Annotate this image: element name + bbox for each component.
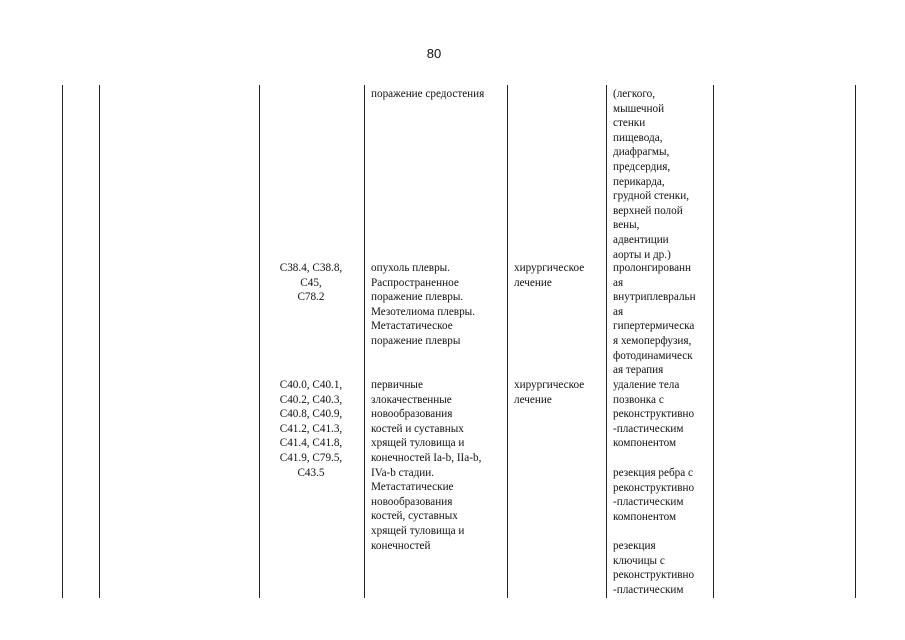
column-divider [364,85,365,598]
diagnosis-cell: поражение средостения [371,88,485,100]
method-cell: (легкого, мышечной стенки пищевода, диафрагмы, предсердия, перикарда, грудной стенки, верхней полой вены, адвентиции аорты и др.) [613,88,690,261]
method-cell: резекция ребра с реконструктивно -пластическим компонентом [613,467,695,523]
codes-cell: C38.4, C38.8, C45, C78.2 [279,262,343,304]
column-divider [855,85,856,598]
column-divider [62,85,63,598]
method-cell: удаление тела позвонка с реконструктивно -пластическим компонентом [613,379,695,450]
method-cell: пролонгированн ая внутриплевральн ая гипертермическа я хемоперфузия, фотодинамическ ая терапия [613,262,696,377]
diagnosis-cell: опухоль плевры. Распространенное поражение плевры. Мезотелиома плевры. Метастатическое поражение плевры [371,262,475,347]
column-divider [606,85,607,598]
page-number: 80 [426,46,442,61]
diagnosis-cell: первичные злокачественные новообразования костей и суставных хрящей туловища и конечностей Ia-b, IIa-b, IVa-b стадии. Метастатические новообразования костей, суставных хрящей туловища и конечностей [371,379,482,552]
column-divider [259,85,260,598]
column-divider [99,85,100,598]
treatment-type-cell: хирургическое лечение [514,262,585,289]
codes-cell: C40.0, C40.1, C40.2, C40.3, C40.8, C40.9, C41.2, C41.3, C41.4, C41.8, C41.9, C79.5, C43.5 [279,379,343,479]
method-cell: резекция ключицы с реконструктивно -пластическим [613,540,695,596]
column-divider [713,85,714,598]
column-divider [507,85,508,598]
treatment-type-cell: хирургическое лечение [514,379,585,406]
